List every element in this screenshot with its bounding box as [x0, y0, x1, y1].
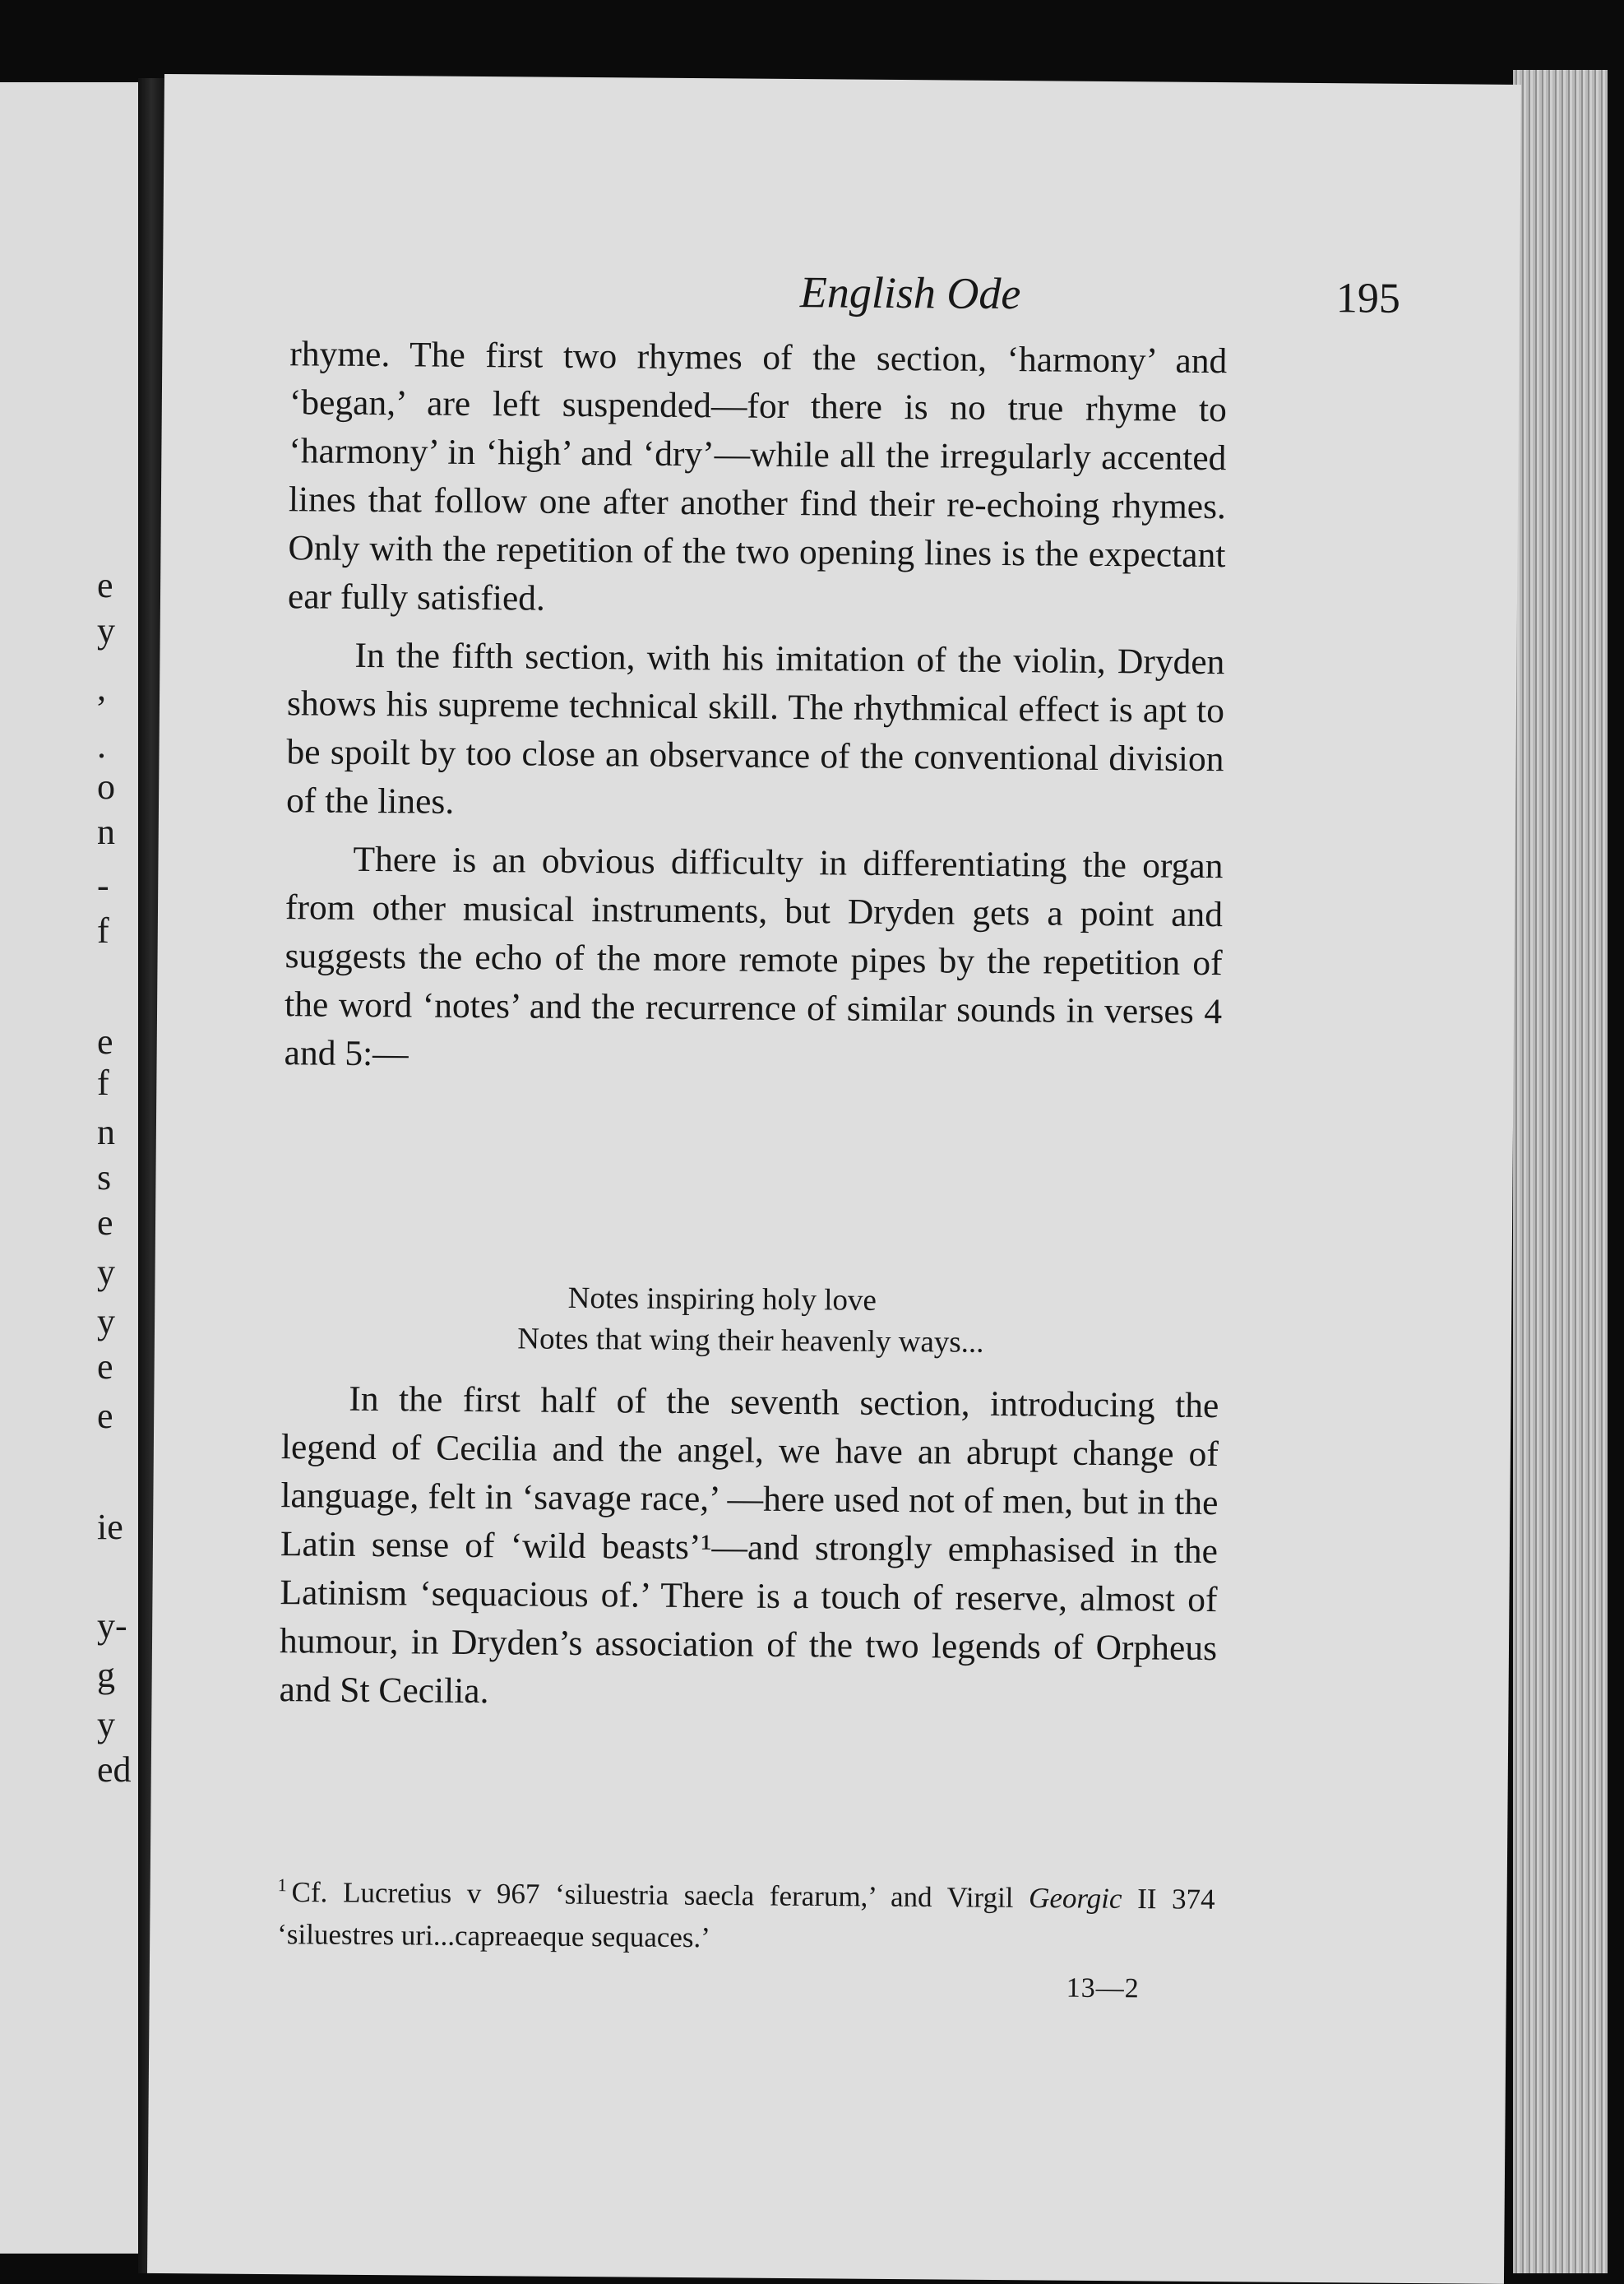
body-text-continued — [279, 1374, 1219, 1721]
footnote-text: II 374 ‘siluestres uri...capreaeque sequaces.’ — [277, 1883, 1215, 1953]
book-page — [147, 74, 1521, 2284]
page-edges — [1513, 70, 1608, 2273]
paragraph: There is an obvious difficulty in differentiating the organ from other musical instruments, but Dryden gets a point and suggests the echo of the more remote pipes by the repetition of the word ‘notes’ and the recurrence of similar sounds in verses 4 and 5:— — [284, 839, 1224, 1074]
page-header — [290, 262, 1401, 329]
page-number: 195 — [1335, 275, 1401, 322]
verse-line: Notes that wing their heavenly ways... — [517, 1322, 984, 1360]
running-title: English Ode — [799, 267, 1021, 319]
verse-line: Notes inspiring holy love — [567, 1281, 877, 1318]
paragraph: In the first half of the seventh section, introducing the legend of Cecilia and the angel, we have an abrupt change of language, felt in ‘savage race,’ —here used not of men, but in the Latin sense of ‘wild beasts’¹—and strongly emphasised in the Latinism ‘sequacious of.’ There is a touch of reserve, almost of humour, in Dryden’s association of the two legends of Orpheus and St Cecilia. — [279, 1378, 1219, 1712]
paragraph: rhyme. The first two rhymes of the section, ‘harmony’ and ‘began,’ are left suspended—for there is no true rhyme to ‘harmony’ in ‘high’ and ‘dry’—while all the irregularly accented lines that follow one after another find their re-echoing rhymes. Only with the repetition of the two opening lines is the expectant ear fully satisfied. — [287, 334, 1228, 618]
left-facing-page — [0, 82, 138, 2254]
footnote-work-title: Georgic — [1028, 1881, 1122, 1915]
left-page-text-fragments: e y , . o n - f e f n s e y y e e ie y- g y ed — [97, 565, 132, 1790]
paragraph: In the fifth section, with his imitation of the violin, Dryden shows his supreme technical skill. The rhythmical effect is apt to be spoilt by too close an observance of the conventional division of the lines. — [285, 635, 1225, 822]
footnote-marker: 1 — [277, 1874, 287, 1896]
verse-quotation — [282, 1276, 1220, 1365]
signature-mark: 13—2 — [1066, 1972, 1140, 2004]
footnote — [277, 1864, 1215, 1962]
body-text — [284, 330, 1227, 1085]
footnote-text: Cf. Lucretius v 967 ‘siluestria saecla ferarum,’ and Virgil — [291, 1875, 1014, 1914]
